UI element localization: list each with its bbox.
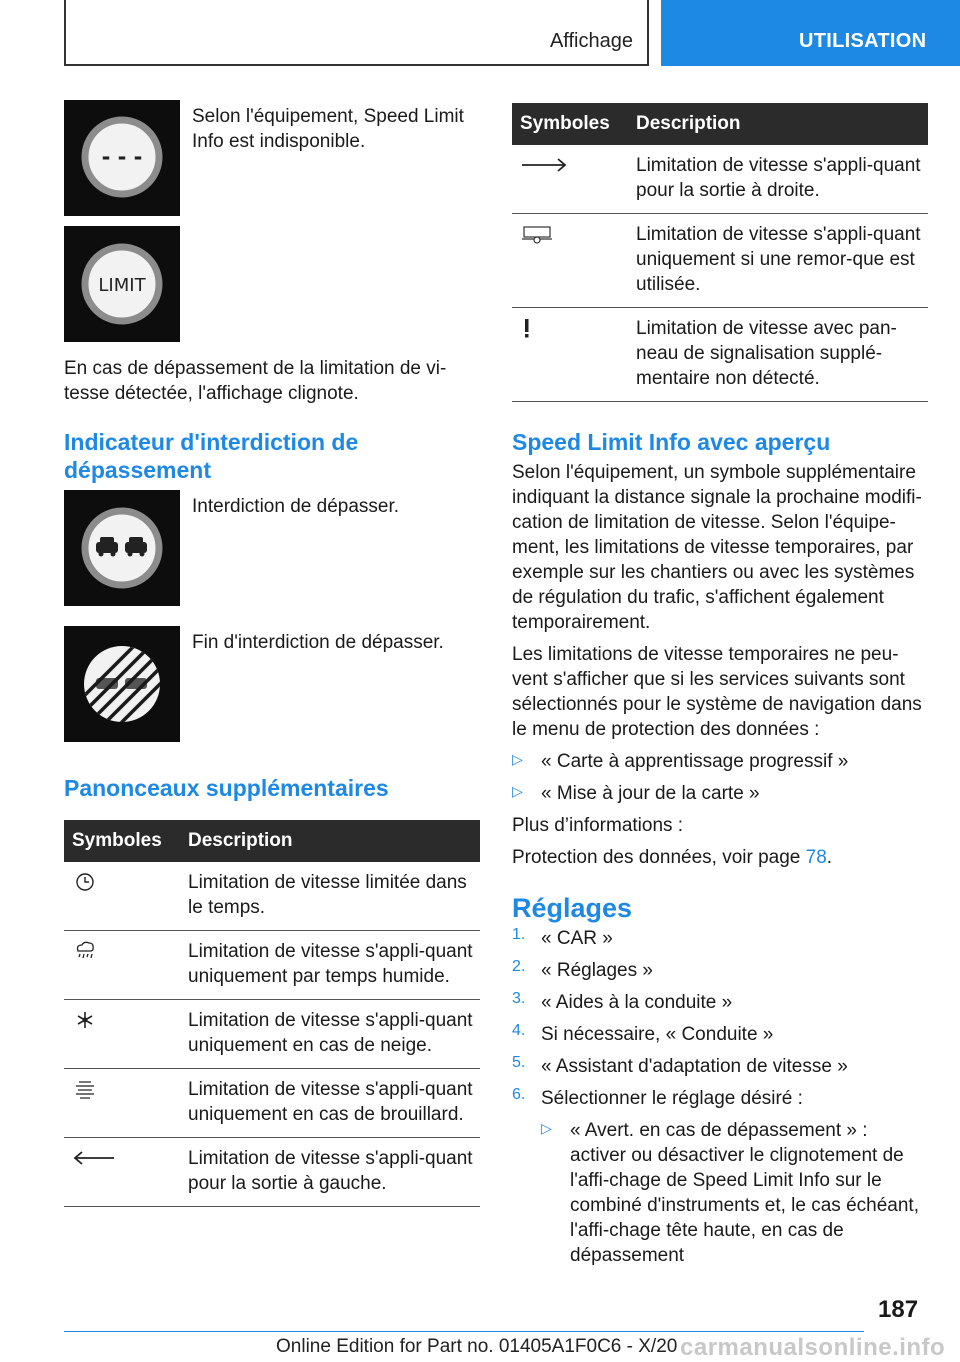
snowflake-icon: [72, 1009, 98, 1031]
protection-text: Protection des données, voir page: [512, 847, 806, 868]
sign-limit-glyph: LIMIT: [98, 275, 146, 296]
left-column: [64, 100, 480, 1207]
step-text: Sélectionner le réglage désiré :: [541, 1088, 803, 1109]
table-row: [512, 145, 928, 214]
step-text: « Aides à la conduite »: [541, 992, 733, 1013]
clock-icon: [72, 871, 98, 893]
step-text: « Réglages »: [541, 960, 653, 981]
protection-page-link[interactable]: 78: [805, 847, 827, 868]
table-row: [64, 1000, 480, 1069]
triangle-bullet-icon: ▷: [512, 783, 523, 799]
header-section-box: [64, 0, 649, 66]
col-symbols: Symboles: [512, 103, 636, 145]
table-row: [512, 214, 928, 308]
header-chapter-title: UTILISATION: [799, 30, 927, 52]
bullet-text: « Carte à apprentissage progressif »: [541, 751, 849, 772]
table-header-row: [64, 820, 480, 862]
triangle-bullet-icon: ▷: [541, 1120, 552, 1136]
table-row: [64, 862, 480, 931]
table-cell-description: Limitation de vitesse s'appli-quant pour la sortie à gauche.: [188, 1138, 480, 1207]
heading-preview: Speed Limit Info avec aperçu: [512, 429, 831, 455]
limit-sign: [64, 226, 180, 342]
triangle-bullet-icon: ▷: [512, 751, 523, 767]
no-overtaking-text: Interdiction de dépasser.: [192, 496, 400, 517]
table-cell-description: Limitation de vitesse s'appli-quant uniquement par temps humide.: [188, 931, 480, 1000]
table-row: [64, 1069, 480, 1138]
footer-divider: [64, 1331, 864, 1332]
sign-unavailable-icon: [64, 100, 180, 216]
step-number: 2.: [512, 958, 526, 975]
sign-row-unavailable: [64, 100, 480, 216]
step-number: 3.: [512, 990, 526, 1007]
page-number: 187: [878, 1296, 919, 1323]
step-text: « Assistant d'adaptation de vitesse »: [541, 1056, 848, 1077]
col-description: Description: [636, 103, 928, 145]
list-item: [512, 1054, 928, 1079]
col-symbols: Symboles: [64, 820, 188, 862]
sub-bullet-text: « Avert. en cas de dépassement » : activer ou désactiver le clignotement de l'affi-chage de Speed Limit Info sur le combiné d'instruments et, le cas échéant, l'affi-chage tête haute, en cas de dépassement: [570, 1120, 919, 1266]
heading-overtake: Indicateur d'interdiction de dépassement: [64, 429, 359, 483]
preview-paragraph-2: Les limitations de vitesse temporaires ne peu-vent s'afficher que si les services suivants sont sélectionnés pour le système de navigation dans le menu de protection des données :: [512, 644, 922, 740]
end-no-overtaking-text: Fin d'interdiction de dépasser.: [192, 632, 444, 653]
sign-limit-icon: [64, 226, 180, 342]
step-number: 4.: [512, 1022, 526, 1039]
bullet-text: « Mise à jour de la carte »: [541, 783, 760, 804]
table-cell-description: Limitation de vitesse limitée dans le temps.: [188, 862, 480, 931]
table-row: [512, 308, 928, 402]
panels-table: [64, 820, 480, 1207]
list-item: [512, 958, 928, 983]
protection-end: .: [826, 847, 833, 868]
table-row: [64, 931, 480, 1000]
protection-reference: [512, 845, 928, 870]
more-info-label: Plus d’informations :: [512, 815, 684, 836]
table-cell-description: Limitation de vitesse s'appli-quant uniquement en cas de neige.: [188, 1000, 480, 1069]
step-text: « CAR »: [541, 928, 613, 949]
right-column: [512, 103, 928, 1268]
list-item: [512, 749, 928, 774]
rain-icon: [72, 940, 98, 962]
watermark: carmanualsonline.info: [680, 1334, 946, 1361]
panels-table-continued: [512, 103, 928, 402]
heading-panels: Panonceaux supplémentaires: [64, 775, 389, 801]
list-item: [512, 1022, 928, 1047]
sign-unavailable-text: Selon l'équipement, Speed Limit Info est indisponible.: [192, 106, 464, 152]
list-item: [512, 990, 928, 1015]
table-cell-description: Limitation de vitesse s'appli-quant uniquement si une remor-que est utilisée.: [636, 214, 928, 308]
step-number: 6.: [512, 1086, 526, 1103]
preview-paragraph-1: Selon l'équipement, un symbole supplémentaire indiquant la distance signale la prochaine modifi-cation de limitation de vitesse. Selon l'équipe-ment, les limitations de vitesse temporaires, par exemple sur les chantiers ou avec les systèmes de régulation du trafic, s'affichent également temporairement.: [512, 462, 922, 633]
table-row: [64, 1138, 480, 1207]
blink-paragraph: En cas de dépassement de la limitation de vi-tesse détectée, l'affichage clignote.: [64, 358, 447, 404]
col-description: Description: [188, 820, 480, 862]
fog-icon: [72, 1078, 98, 1100]
speed-limit-unavailable-sign: [64, 100, 180, 216]
list-item: [512, 926, 928, 951]
sign-row-no-overtaking: [64, 490, 480, 606]
footer-edition: Online Edition for Part no. 01405A1F0C6 - X/20: [276, 1336, 678, 1357]
end-no-overtaking-icon: [64, 626, 180, 742]
list-item: [512, 1086, 928, 1111]
heading-settings: Réglages: [512, 893, 633, 923]
step-text: Si nécessaire, « Conduite »: [541, 1024, 774, 1045]
table-cell-description: Limitation de vitesse avec pan-neau de signalisation supplé-mentaire non détecté.: [636, 308, 928, 402]
sign-row-limit: [64, 226, 480, 342]
header-section-title: Affichage: [549, 30, 633, 52]
header-chapter-tab: [661, 0, 960, 66]
no-overtaking-sign: [64, 490, 180, 606]
table-cell-description: Limitation de vitesse s'appli-quant pour la sortie à droite.: [636, 145, 928, 214]
arrow-left-icon: [72, 1147, 116, 1169]
list-item: [512, 781, 928, 806]
sign-unavailable-glyph: - - -: [101, 145, 143, 169]
trailer-icon: [520, 223, 554, 245]
exclamation-icon: [520, 317, 534, 339]
step-number: 5.: [512, 1054, 526, 1071]
table-header-row: [512, 103, 928, 145]
end-no-overtaking-sign: [64, 626, 180, 742]
sign-row-end-no-overtaking: [64, 626, 480, 742]
arrow-right-icon: [520, 154, 568, 176]
list-item: [512, 1118, 928, 1268]
step-number: 1.: [512, 926, 526, 943]
no-overtaking-icon: [64, 490, 180, 606]
table-cell-description: Limitation de vitesse s'appli-quant uniquement en cas de brouillard.: [188, 1069, 480, 1138]
